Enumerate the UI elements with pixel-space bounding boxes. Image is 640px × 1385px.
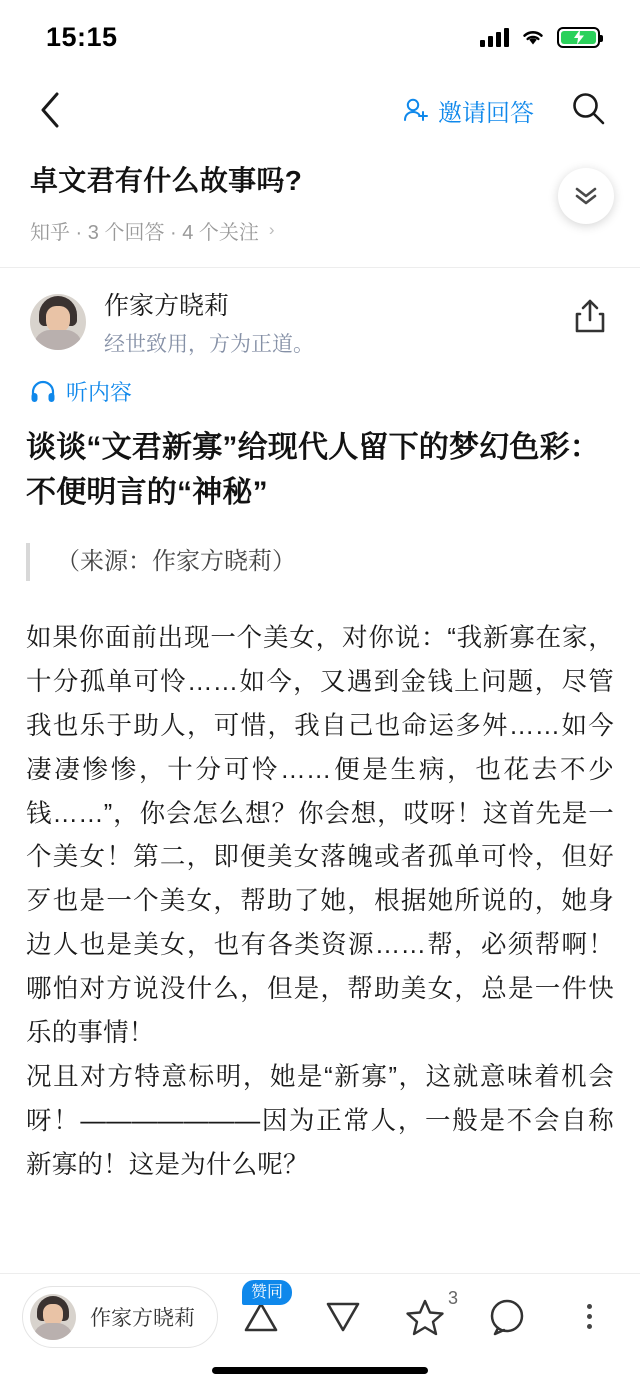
expand-question-button[interactable] [558, 168, 614, 224]
favorite-count: 3 [447, 1287, 458, 1308]
navigation-bar [0, 74, 640, 146]
avatar [30, 1294, 76, 1340]
article-paragraph: 况且对方特意标明，她是“新寡”，这就意味着机会呀！———————因为正常人，一般是不会自称新寡的！这是为什么呢？ [26, 1062, 614, 1179]
back-chevron-icon[interactable] [30, 90, 70, 130]
downvote-triangle-icon [323, 1298, 363, 1336]
listen-content-label: 听内容 [66, 379, 133, 405]
listen-content-button[interactable] [0, 364, 640, 411]
article-paragraph: 如果你面前出现一个美女，对你说：“我新寡在家，十分孤单可怜……如今，又遇到金钱上问题，尽管我也乐于助人，可惜，我自己也命运多舛……如今凄凄惨惨，十分可怜……便是生病，也花去不少钱……”，你会怎么想？你会想，哎呀！这首先是一个美女！第二，即便美女落魄或者孤单可怜，但好歹也是一个美女，帮助了她，根据她所说的，她身边人也是美女，也有各类资源……帮，必须帮啊！哪怕对方说没什么，但是，帮助美女，总是一件快乐的事情！ [26, 624, 614, 1047]
author-pill-label: 作家方晓莉 [90, 1306, 195, 1330]
star-icon [405, 1297, 445, 1337]
invite-answer-button[interactable] [402, 93, 534, 128]
double-chevron-down-icon [572, 185, 600, 207]
battery-charging-icon [557, 27, 600, 48]
page-title: 卓文君有什么故事吗? [30, 165, 303, 196]
chevron-right-icon: › [268, 220, 275, 240]
author-row[interactable] [0, 268, 640, 364]
upvote-badge: 赞同 [242, 1280, 292, 1305]
favorite-button[interactable] [402, 1287, 458, 1340]
article-source: （来源：作家方晓莉） [26, 543, 614, 581]
wifi-icon [520, 27, 546, 47]
more-button[interactable] [566, 1294, 612, 1340]
home-indicator [212, 1367, 428, 1374]
answer-content [0, 268, 640, 1385]
status-indicators [480, 27, 600, 48]
author-bio: 经世致用，方为正道。 [104, 332, 314, 356]
author-info [104, 286, 314, 358]
question-meta-text: 知乎 · 3 个回答 · 4 个关注 [30, 221, 259, 244]
article-title: 谈谈“文君新寡”给现代人留下的梦幻色彩：不便明言的“神秘” [26, 430, 600, 509]
author-name: 作家方晓莉 [104, 291, 230, 320]
upvote-button[interactable] [238, 1283, 284, 1340]
invite-answer-label: 邀请回答 [438, 99, 534, 127]
share-icon[interactable] [568, 294, 612, 338]
question-meta[interactable] [30, 216, 610, 245]
avatar[interactable] [30, 294, 86, 350]
status-time: 15:15 [46, 21, 118, 52]
nav-actions [402, 90, 606, 131]
search-icon[interactable] [570, 90, 606, 131]
comment-button[interactable] [484, 1294, 530, 1340]
downvote-button[interactable] [320, 1294, 366, 1340]
question-header [0, 146, 640, 267]
author-pill[interactable] [22, 1286, 218, 1348]
cellular-signal-icon [480, 27, 509, 47]
article-body [26, 617, 614, 1187]
invite-person-icon [402, 97, 430, 123]
article [0, 411, 640, 1188]
comment-icon [487, 1297, 527, 1337]
more-dots-icon [587, 1304, 592, 1329]
status-bar [0, 0, 640, 74]
headphones-icon [30, 379, 56, 403]
action-buttons [238, 1283, 612, 1340]
